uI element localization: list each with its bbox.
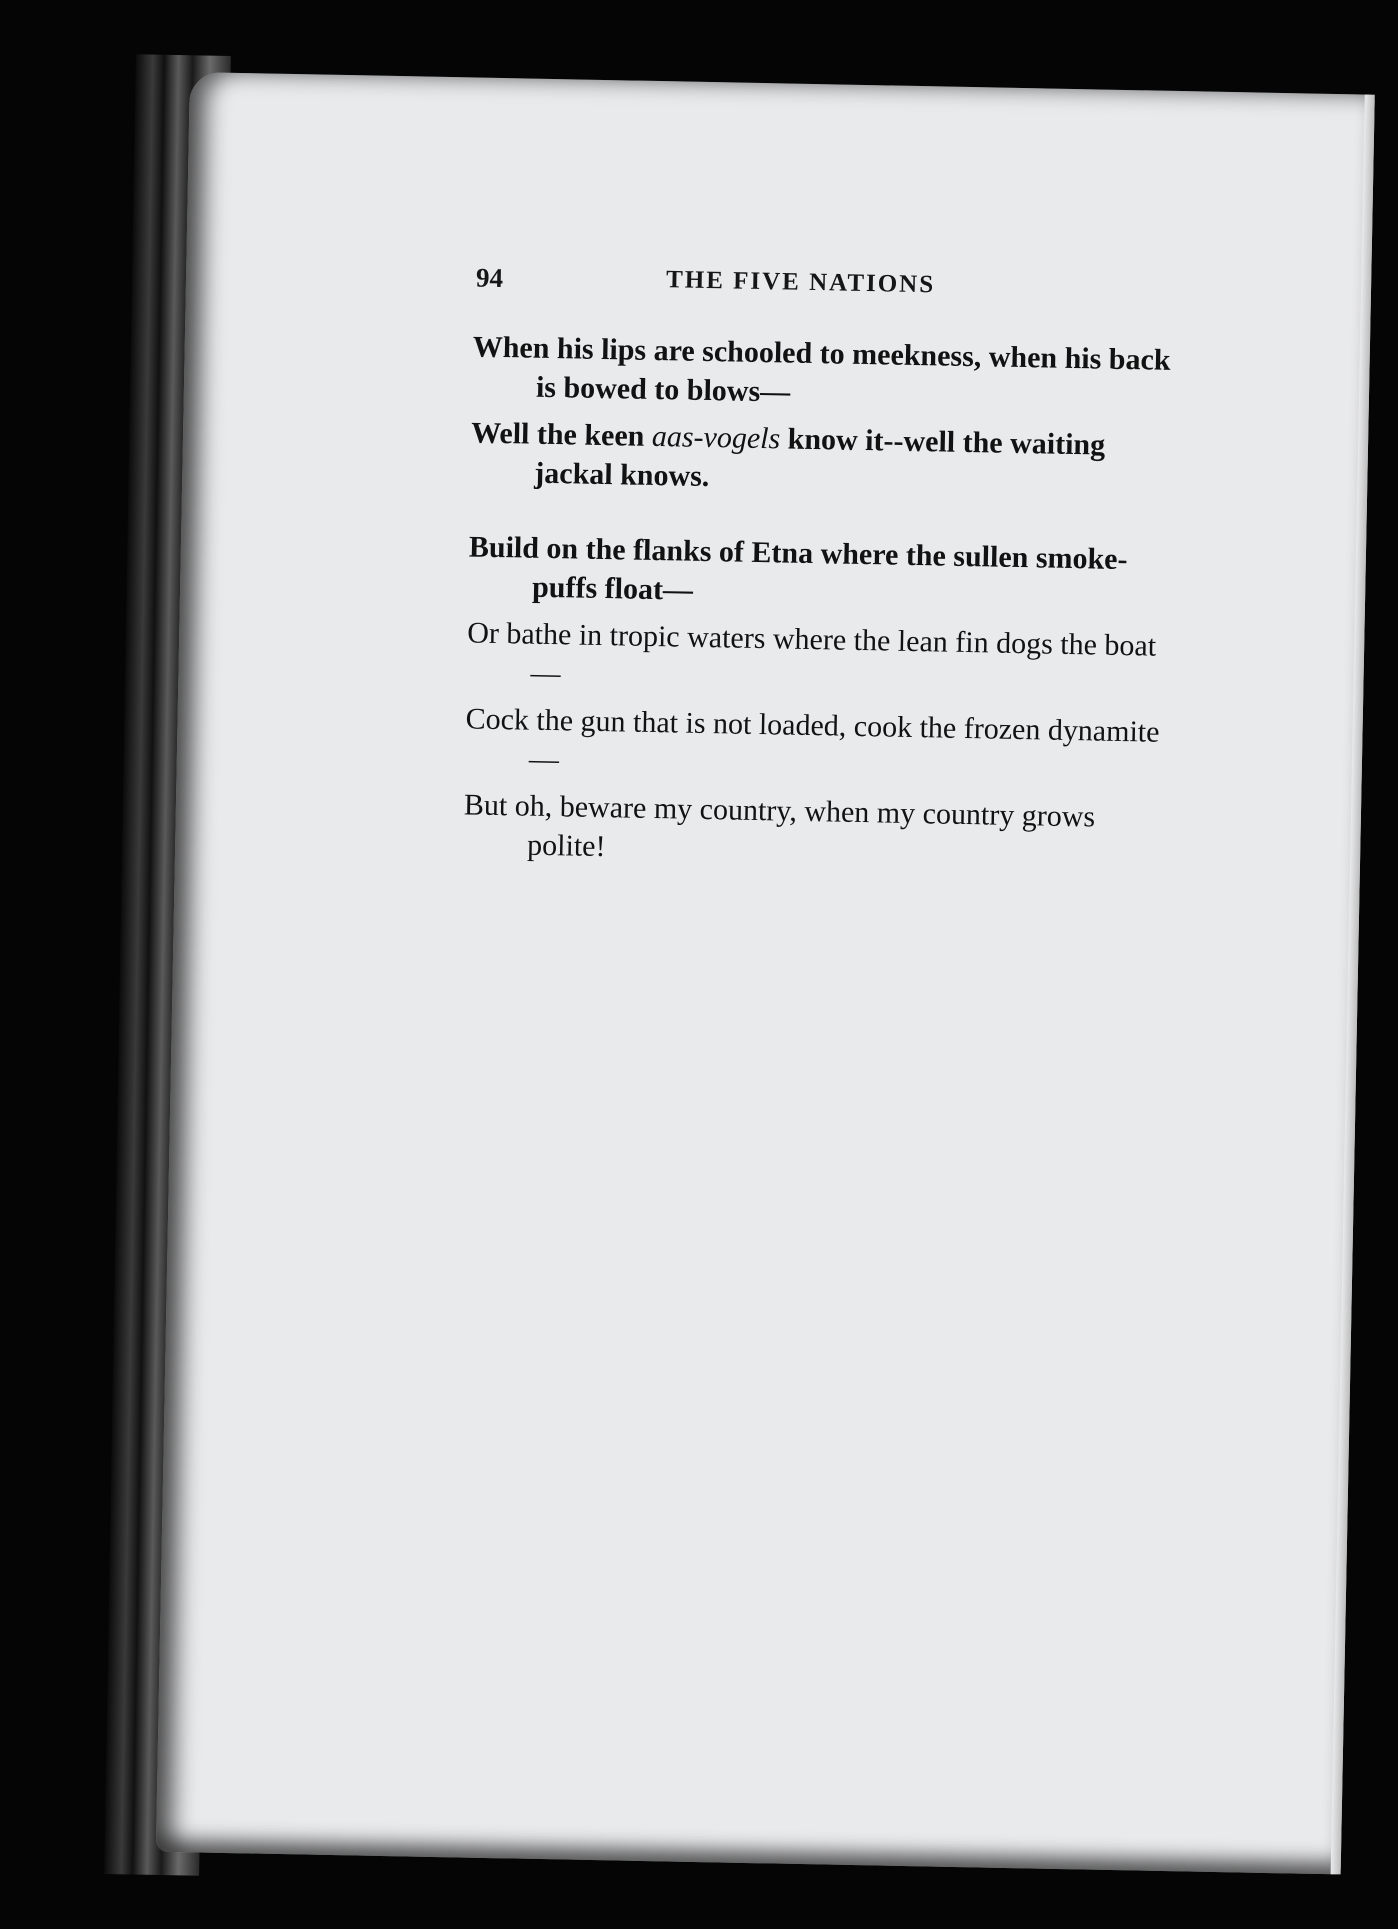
- book-page: [156, 72, 1375, 1874]
- verse-line: But oh, beware my country, when my country grows polite!: [463, 788, 1096, 864]
- verse-line: [472, 327, 1173, 418]
- page-edge: [1331, 95, 1375, 1875]
- verse-text: When his lips are schooled to meekness, when his back is bowed to blows—: [472, 330, 1171, 409]
- verse-line: [470, 413, 1171, 504]
- verse-line: Or bathe in tropic waters where the lean fin dogs the boat—: [466, 616, 1157, 691]
- page-number: 94: [475, 262, 504, 294]
- verse-text: Well the keen: [470, 416, 653, 453]
- italic-term: aas-vogels: [651, 419, 781, 456]
- verse-line: Cock the gun that is not loaded, cook the frozen dynamite—: [465, 702, 1160, 777]
- running-head: THE FIVE NATIONS: [665, 266, 936, 299]
- stanza-2: [463, 527, 1169, 884]
- page-header: [476, 263, 1157, 316]
- verse-text: know it--well the waiting jackal knows.: [534, 422, 1106, 494]
- stanza-1: [470, 327, 1173, 512]
- verse-line: Build on the flanks of Etna where the sullen smoke-puffs float—: [468, 530, 1128, 607]
